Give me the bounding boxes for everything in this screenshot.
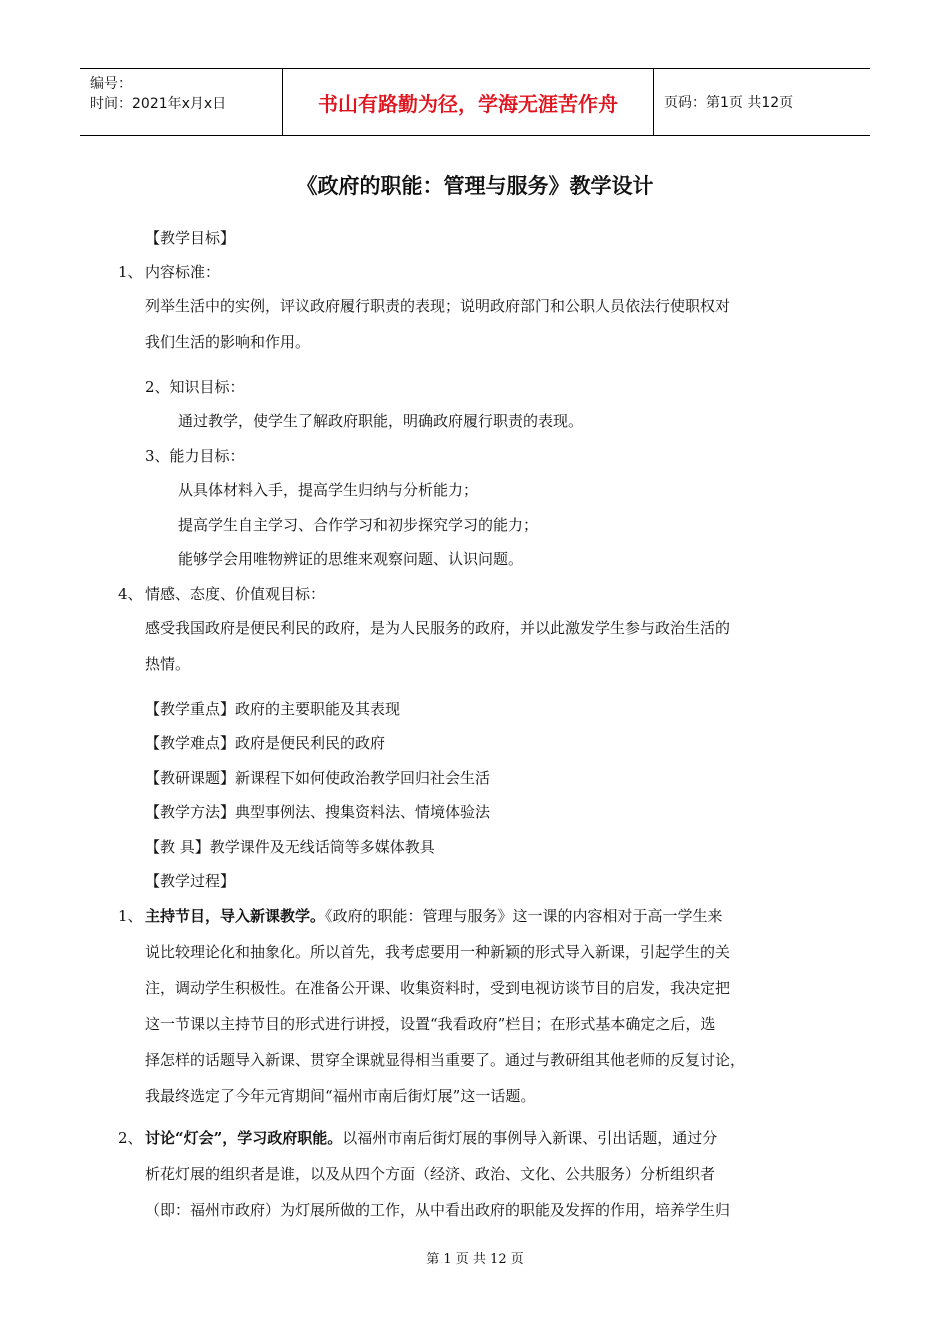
research-topic: 【教研课题】新课程下如何使政治教学回归社会生活 — [145, 769, 491, 787]
goal4-text-line1: 感受我国政府是便民利民的政府，是为人民服务的政府，并以此激发学生参与政治生活的 — [145, 619, 731, 637]
goal2-label: 2、知识目标： — [145, 378, 245, 396]
p2-line1-text: 以福州市南后街灯展的事例导入新课、引出话题，通过分 — [342, 1129, 718, 1147]
p1-line3: 注，调动学生积极性。在准备公开课、收集资料时，受到电视访谈节目的启发，我决定把 — [145, 979, 731, 997]
key-point: 【教学重点】政府的主要职能及其表现 — [145, 700, 401, 718]
page-info-cell — [654, 69, 870, 135]
time-label: 时间：2021年x月x日 — [90, 96, 227, 112]
motto: 书山有路勤为径，学海无涯苦作舟 — [318, 91, 618, 116]
goal1-number: 1、 — [118, 263, 143, 281]
motto-cell — [282, 69, 654, 135]
difficulty: 【教学难点】政府是便民利民的政府 — [145, 734, 386, 752]
p1-line4: 这一节课以主持节目的形式进行讲授，设置“我看政府”栏目；在形式基本确定之后，选 — [145, 1015, 716, 1033]
p1-line1-text: 《政府的职能：管理与服务》这一课的内容相对于高一学生来 — [325, 907, 723, 925]
goal4-number: 4、 — [118, 585, 143, 603]
section-goals: 【教学目标】 — [145, 229, 236, 247]
p1-line6: 我最终选定了今年元宵期间“福州市南后街灯展”这一话题。 — [145, 1087, 536, 1105]
teaching-tools: 【教 具】教学课件及无线话筒等多媒体教具 — [145, 838, 435, 856]
goal3-text-line1: 从具体材料入手，提高学生归纳与分析能力； — [178, 481, 479, 499]
header-left-cell — [80, 69, 282, 135]
p1-line5: 择怎样的话题导入新课、贯穿全课就显得相当重要了。通过与教研组其他老师的反复讨论， — [145, 1051, 746, 1069]
p2-line1 — [145, 1128, 717, 1148]
goal1-text-line1: 列举生活中的实例，评议政府履行职责的表现；说明政府部门和公职人员依法行使职权对 — [145, 297, 731, 315]
header-table — [80, 68, 870, 136]
goal3-text-line2: 提高学生自主学习、合作学习和初步探究学习的能力； — [178, 516, 539, 534]
goal2-text: 通过教学，使学生了解政府职能，明确政府履行职责的表现。 — [178, 412, 584, 430]
p1-line2: 说比较理论化和抽象化。所以首先，我考虑要用一种新颖的形式导入新课，引起学生的关 — [145, 943, 731, 961]
p1-number: 1、 — [118, 907, 143, 925]
goal4-text-line2: 热情。 — [145, 655, 191, 673]
goal1-text-line2: 我们生活的影响和作用。 — [145, 333, 311, 351]
page-footer: 第 1 页 共 12 页 — [426, 1252, 524, 1267]
p2-line3: （即：福州市政府）为灯展所做的工作，从中看出政府的职能及发挥的作用，培养学生归 — [145, 1201, 731, 1219]
document-title: 《政府的职能：管理与服务》教学设计 — [296, 174, 654, 198]
number-label: 编号： — [90, 76, 132, 92]
teaching-method: 【教学方法】典型事例法、搜集资料法、情境体验法 — [145, 803, 491, 821]
p2-heading: 讨论“灯会”，学习政府职能。 — [145, 1129, 343, 1147]
p2-line2: 析花灯展的组织者是谁，以及从四个方面（经济、政治、文化、公共服务）分析组织者 — [145, 1165, 716, 1183]
p1-line1 — [145, 906, 723, 926]
goal3-text-line3: 能够学会用唯物辨证的思维来观察问题、认识问题。 — [178, 550, 524, 568]
section-process: 【教学过程】 — [145, 872, 236, 890]
goal1-label: 内容标准： — [145, 263, 221, 281]
goal4-label: 情感、态度、价值观目标： — [145, 585, 326, 603]
p1-heading: 主持节目，导入新课教学。 — [145, 907, 326, 925]
p2-number: 2、 — [118, 1129, 143, 1147]
goal3-label: 3、能力目标： — [145, 447, 245, 465]
page-info: 页码：第1页 共12页 — [664, 95, 794, 111]
